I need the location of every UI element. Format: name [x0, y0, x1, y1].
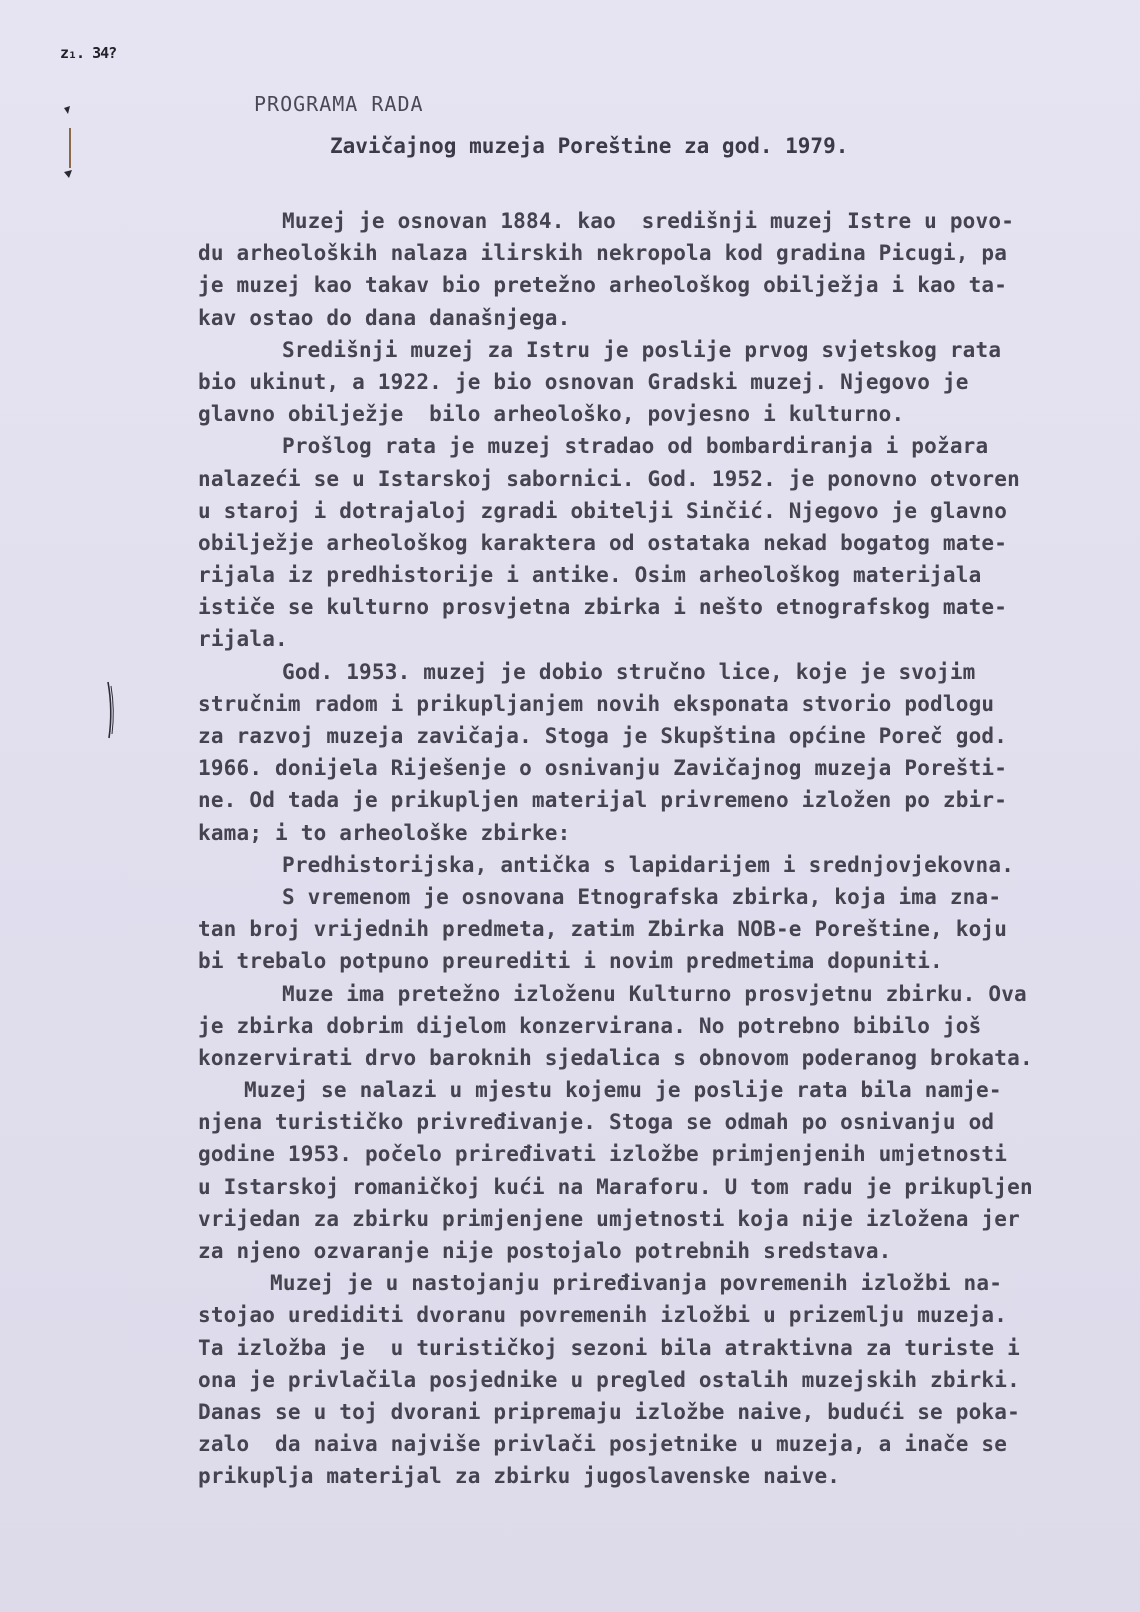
- text-line: bi trebalo potpuno preurediti i novim predmetima dopuniti.: [198, 949, 943, 974]
- text-line: rijala iz predhistorije i antike. Osim arheološkog materijala: [198, 563, 982, 588]
- text-line: za razvoj muzeja zavičaja. Stoga je Skupština općine Poreč god.: [198, 724, 1008, 748]
- text-line: du arheoloških nalaza ilirskih nekropola kod gradina Picugi, pa: [198, 241, 1008, 266]
- text-line: Muzej je u nastojanju priređivanja povremenih izložbi na-: [270, 1271, 1003, 1296]
- text-line: u staroj i dotrajaloj zgradi obitelji Sinčić. Njegovo je glavno: [198, 498, 1008, 523]
- text-line: rijala.: [198, 627, 288, 652]
- text-line: stručnim radom i prikupljanjem novih eksponata stvorio podlogu: [198, 691, 995, 716]
- text-line: Muzej se nalazi u mjestu kojemu je poslije rata bila namje-: [244, 1078, 1002, 1103]
- text-line: Središnji muzej za Istru je poslije prvog svjetskog rata: [282, 337, 1002, 362]
- text-line: nalazeći se u Istarskoj sabornici. God. 1952. je ponovno otvoren: [198, 466, 1020, 491]
- text-line: je zbirka dobrim dijelom konzervirana. No potrebno bibilo još: [198, 1013, 982, 1038]
- text-line: vrijedan za zbirku primjenjene umjetnosti koja nije izložena jer: [198, 1206, 1020, 1231]
- text-line: Predhistorijska, antička s lapidarijem i srednjovjekovna.: [282, 852, 1015, 877]
- text-line: je muzej kao takav bio pretežno arheološkog obilježja i kao ta-: [198, 273, 1008, 298]
- text-line: glavno obilježje bilo arheološko, povjesno i kulturno.: [198, 402, 905, 427]
- text-line: u Istarskoj romaničkoj kući na Maraforu. U tom radu je prikupljen: [198, 1174, 1033, 1199]
- text-line: kav ostao do dana današnjega.: [198, 305, 571, 330]
- text-line: 1966. donijela Riješenje o osnivanju Zavičajnog muzeja Porešti-: [198, 756, 1008, 781]
- margin-marks-icon: [58, 40, 148, 200]
- text-line: Ta izložba je u turističkoj sezoni bila atraktivna za turiste i: [198, 1335, 1020, 1360]
- text-line: Prošlog rata je muzej stradao od bombardiranja i požara: [282, 434, 989, 459]
- text-line: Muzej je osnovan 1884. kao središnji muzej Istre u povo-: [282, 209, 1015, 233]
- text-line: S vremenom je osnovana Etnografska zbirka, koja ima zna-: [282, 884, 1002, 909]
- text-line: obilježje arheološkog karaktera od ostataka nekad bogatog mate-: [198, 530, 1008, 555]
- document-subheading: Zavičajnog muzeja Poreštine za god. 1979.: [330, 134, 849, 158]
- text-line: njena turističko privređivanje. Stoga se odmah po osnivanju od: [198, 1110, 995, 1135]
- text-line: stojao urediditi dvoranu povremenih izložbi u prizemlju muzeja.: [198, 1303, 1008, 1328]
- document-reference: z₁. 34?: [60, 44, 117, 62]
- text-line: ne. Od tada je prikupljen materijal privremeno izložen po zbir-: [198, 788, 1008, 813]
- text-line: Muze ima pretežno izloženu Kulturno prosvjetnu zbirku. Ova: [282, 981, 1027, 1006]
- text-line: za njeno ozvaranje nije postojalo potrebnih sredstava.: [198, 1239, 892, 1263]
- document-body: [198, 205, 1108, 1493]
- text-line: ističe se kulturno prosvjetna zbirka i nešto etnografskog mate-: [198, 595, 1008, 620]
- text-line: konzervirati drvo baroknih sjedalica s obnovom poderanog brokata.: [198, 1045, 1033, 1070]
- text-line: God. 1953. muzej je dobio stručno lice, koje je svojim: [282, 659, 976, 684]
- text-line: kama; i to arheološke zbirke:: [198, 820, 571, 845]
- text-line: ona je privlačila posjednike u pregled ostalih muzejskih zbirki.: [198, 1367, 1020, 1392]
- pencil-mark-icon: [104, 680, 116, 740]
- text-line: tan broj vrijednih predmeta, zatim Zbirka NOB-e Poreštine, koju: [198, 917, 1008, 942]
- text-line: zalo da naiva najviše privlači posjetnike u muzeja, a inače se: [198, 1432, 1008, 1457]
- text-line: godine 1953. počelo priređivati izložbe primjenjenih umjetnosti: [198, 1142, 1008, 1167]
- text-line: Danas se u toj dvorani pripremaju izložbe naive, budući se poka-: [198, 1399, 1020, 1424]
- document-heading: PROGRAMA RADA: [254, 92, 424, 116]
- text-line: prikuplja materijal za zbirku jugoslavenske naive.: [198, 1464, 841, 1489]
- text-line: bio ukinut, a 1922. je bio osnovan Gradski muzej. Njegovo je: [198, 369, 969, 394]
